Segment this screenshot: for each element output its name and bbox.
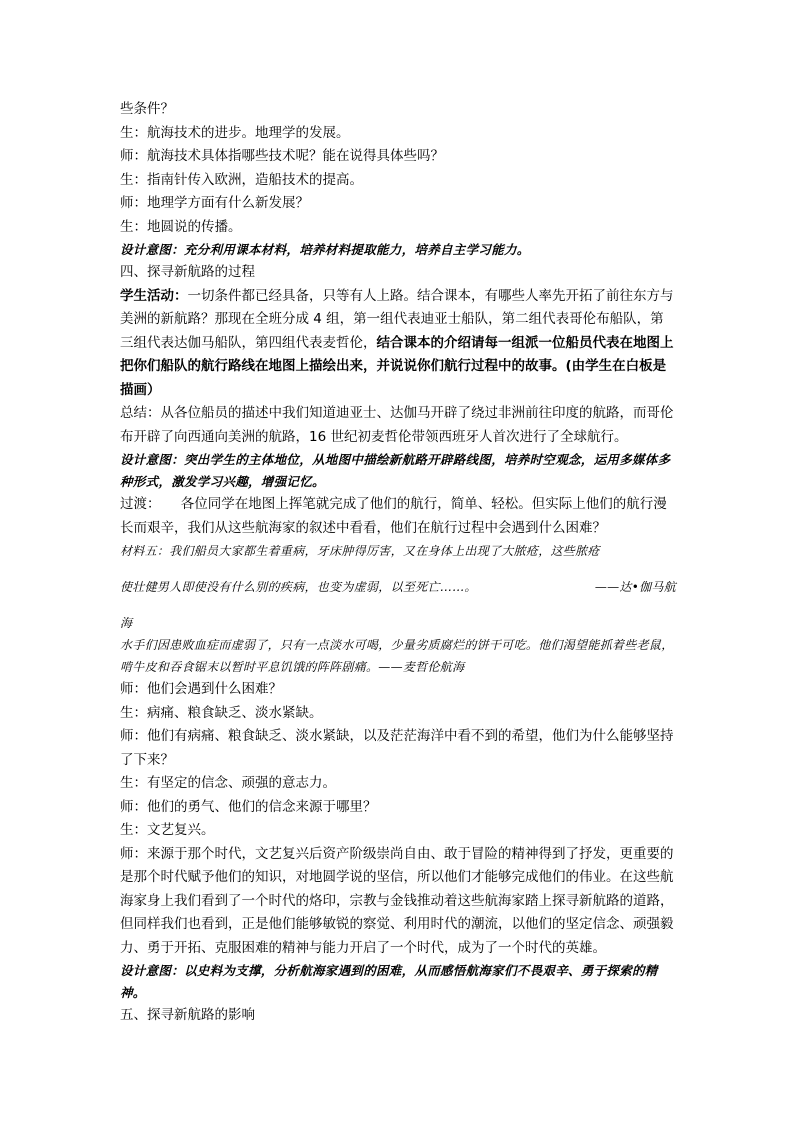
- student-answer: 生：航海技术的进步。地理学的发展。: [120, 124, 350, 141]
- student-answer: 生：有坚定的信念、顽强的意志力。: [120, 775, 336, 791]
- summary: 总结：从各位船员的描述中我们知道迪亚士、达伽马开辟了绕过非洲前往印度的航路，而哥伦布开辟了向西通向美洲的航路，16 世纪初麦哲伦带领西班牙人首次进行了全球航行。: [120, 405, 674, 445]
- student-answer: 生：病痛、粮食缺乏、淡水紧缺。: [120, 704, 323, 721]
- teacher-question: 师：地理学方面有什么新发展？: [120, 195, 309, 211]
- student-activity: [120, 285, 676, 403]
- document-page: [120, 98, 676, 1028]
- teacher-question: 师：航海技术具体指哪些技术呢？能在说得具体些吗？: [120, 148, 444, 164]
- material-five-line2: [120, 576, 676, 598]
- design-intent: 设计意图：充分利用课本材料，培养材料提取能力，培养自主学习能力。: [120, 242, 530, 257]
- student-answer: 生：地圆说的传播。: [120, 218, 242, 235]
- material-five-source: ——达•伽马航: [594, 580, 676, 594]
- design-intent: 设计意图：突出学生的主体地位，从地图中描绘新航路开辟路线图，培养时空观念，运用多媒体多种形式，激发学习兴趣，增强记忆。: [120, 452, 671, 489]
- student-answer: 生：文艺复兴。: [120, 822, 215, 838]
- material-five-text: 使壮健男人即使没有什么别的疾病，也变为虚弱，以至死亡……。: [120, 580, 477, 594]
- material-five-source-end: 海: [120, 616, 133, 630]
- transition: 过渡： 各位同学在地图上挥笔就完成了他们的航行，简单、轻松。但实际上他们的航行漫长而艰辛，我们从这些航海家的叙述中看看，他们在航行过程中会遇到什么困难？: [120, 496, 667, 536]
- teacher-question: 师：他们有病痛、粮食缺乏、淡水紧缺，以及茫茫海洋中看不到的希望，他们为什么能够坚持了下来？: [120, 728, 674, 768]
- teacher-question: 师：他们会遇到什么困难？: [120, 681, 282, 697]
- section-heading: 四、探寻新航路的过程: [120, 264, 255, 280]
- teacher-explanation: 师：来源于那个时代，文艺复兴后资产阶级崇尚自由、敢于冒险的精神得到了抒发，更重要的是那个时代赋予他们的知识，对地圆学说的坚信，所以他们才能够完成他们的伟业。在这些航海家身上我们看到了一个时代的烙印，宗教与金钱推动着这些航海家踏上探寻新航路的道路，但同样我们也看到，正是他们能够敏锐的察觉、利用时代的潮流，以他们的坚定信念、顽强毅力、勇于开拓、克服困难的精神与能力开启了一个时代，成为了一个时代的英雄。: [120, 845, 674, 956]
- design-intent: 设计意图：以史料为支撑，分析航海家遇到的困难，从而感悟航海家们不畏艰辛、勇于探索的精神。: [120, 963, 658, 1000]
- section-heading: 五、探寻新航路的影响: [120, 1007, 255, 1023]
- text-line: 些条件？: [120, 101, 174, 117]
- material-five: 材料五：我们船员大家都生着重病，牙床肿得厉害，又在身体上出现了大脓疮，这些脓疮: [120, 544, 600, 558]
- material-six: 水手们因患败血症而虚弱了，只有一点淡水可喝，少量劣质腐烂的饼干可吃。他们渴望能抓着些老鼠，啃牛皮和吞食锯末以暂时平息饥饿的阵阵剧痛。——麦哲伦航海: [120, 638, 674, 674]
- activity-label: 学生活动：: [120, 287, 188, 304]
- teacher-question: 师：他们的勇气、他们的信念来源于哪里？: [120, 798, 377, 815]
- activity-bold-text: 结合课本的介绍请每一组派一位船员代表在地图上把你们船队的航行路线在地图上描绘出来，并说说你们航行过程中的故事。(由学生在白板是描画）: [120, 334, 674, 398]
- student-answer: 生：指南针传入欧洲，造船技术的提高。: [120, 171, 363, 188]
- activity-text: 一切条件都已经具备，只等有人上路。结合课本，有哪些人率先开拓了前往东方与美洲的新航路？那现在全班分成 4 组，第一组代表迪亚士船队，第二组代表哥伦布船队，第三组代表达伽马船队，第四组代表麦哲伦，: [120, 287, 674, 351]
